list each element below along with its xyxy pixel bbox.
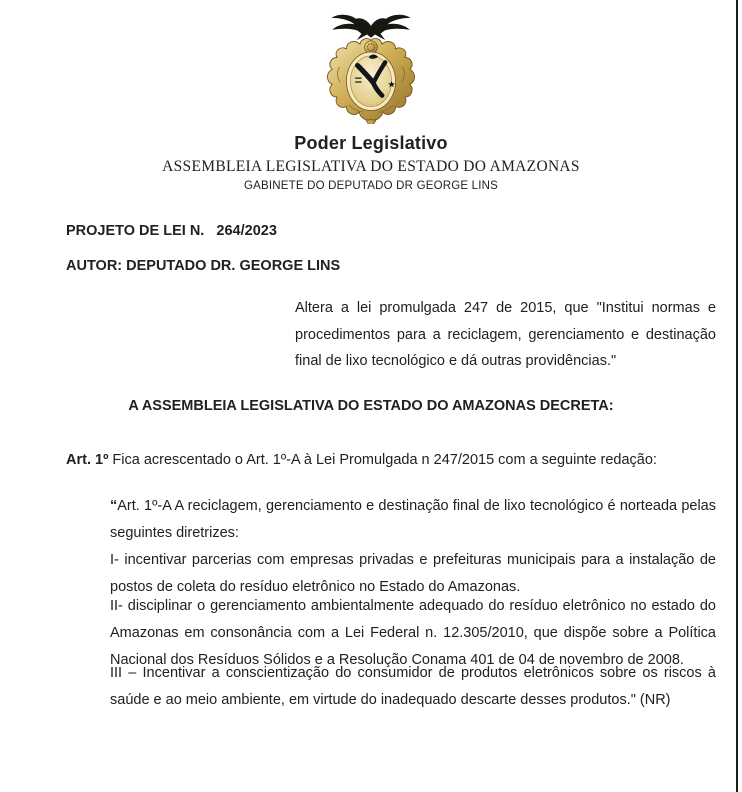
- bill-body: [66, 223, 716, 714]
- header-assembly-name: ASSEMBLEIA LEGISLATIVA DO ESTADO DO AMAZONAS: [162, 158, 580, 175]
- document-header: [0, 0, 742, 192]
- quoted-article-intro: [110, 493, 716, 547]
- bill-summary-ementa: Altera a lei promulgada 247 de 2015, que "Institui normas e procedimentos para a reciclagem, gerenciamento e destinação final de lixo tecnológico e dá outras providências.": [295, 300, 716, 369]
- guideline-item-2: II- disciplinar o gerenciamento ambientalmente adequado do resíduo eletrônico no estado do Amazonas em consonância com a Lei Federal n. 12.305/2010, que dispõe sobre a Política Nacional dos Resíduos Sólidos e a Resolução Conama 401 de 04 de novembro de 2008.: [110, 597, 716, 668]
- guideline-item-1: I- incentivar parcerias com empresas privadas e prefeituras municipais para a instalação de postos de coleta do resíduo eletrônico no Estado do Amazonas.: [110, 551, 716, 595]
- enacting-clause: A ASSEMBLEIA LEGISLATIVA DO ESTADO DO AMAZONAS DECRETA:: [128, 397, 614, 414]
- bill-author-line: AUTOR: DEPUTADO DR. GEORGE LINS: [66, 258, 341, 274]
- quoted-article-intro-text: Art. 1º-A A reciclagem, gerenciamento e destinação final de lixo tecnológico é norteada pelas seguintes diretrizes:: [110, 497, 716, 541]
- header-power-title: Poder Legislativo: [294, 133, 448, 153]
- bill-number-line: PROJETO DE LEI N. 264/2023: [66, 223, 277, 239]
- article-1: [66, 447, 716, 474]
- amazonas-coat-of-arms-icon: [323, 10, 419, 124]
- article-1-label: Art. 1º: [66, 451, 109, 468]
- header-office-name: GABINETE DO DEPUTADO DR GEORGE LINS: [243, 180, 499, 192]
- page-right-border: [736, 0, 738, 792]
- article-1-text: Fica acrescentado o Art. 1º-A à Lei Promulgada n 247/2015 com a seguinte redação:: [108, 451, 657, 468]
- open-quote-mark: “: [110, 497, 118, 514]
- guideline-item-3: III – Incentivar a conscientização do consumidor de produtos eletrônicos sobre os riscos à saúde e ao meio ambiente, em virtude do inadequado descarte desses produtos." (NR): [110, 664, 716, 708]
